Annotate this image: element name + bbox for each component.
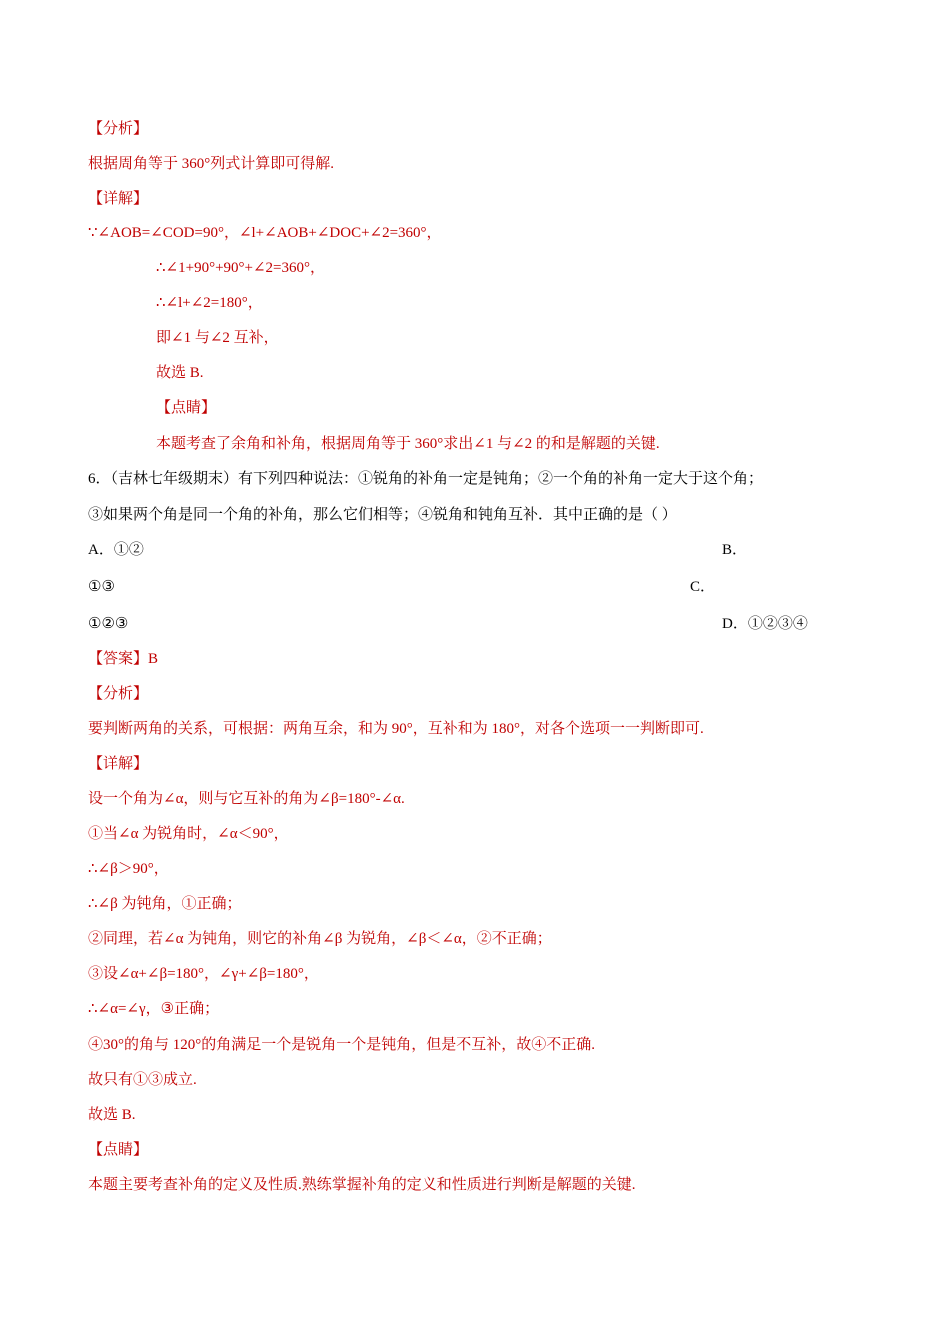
prev-comment-text: 本题考查了余角和补角，根据周角等于 360°求出∠1 与∠2 的和是解题的关键. xyxy=(156,436,660,452)
q6-analysis-text: 要判断两角的关系，可根据：两角互余，和为 90°，互补和为 180°，对各个选项一一判断即可. xyxy=(88,721,704,737)
q6-option-b-value: ①③ xyxy=(88,579,115,595)
prev-detail-line: 故选 B. xyxy=(156,365,204,381)
q6-stem-line: ③如果两个角是同一个角的补角，那么它们相等；④锐角和钝角互补．其中正确的是（ ） xyxy=(88,507,677,523)
q6-detail-line: ③设∠α+∠β=180°，∠γ+∠β=180°， xyxy=(88,966,319,982)
q6-detail-line: ∴∠α=∠γ，③正确； xyxy=(88,1001,220,1017)
prev-detail-line: ∵∠AOB=∠COD=90°，∠l+∠AOB+∠DOC+∠2=360°， xyxy=(88,225,442,241)
q6-detail-line: ∴∠β＞90°， xyxy=(88,861,169,877)
q6-comment-heading: 【点睛】 xyxy=(88,1142,149,1158)
prev-detail-line: 即∠1 与∠2 互补， xyxy=(156,330,279,346)
q6-option-d: D．①②③④ xyxy=(722,616,808,632)
prev-detail-heading: 【详解】 xyxy=(88,191,149,207)
q6-answer: 【答案】B xyxy=(88,651,159,667)
q6-comment-text: 本题主要考查补角的定义及性质.熟练掌握补角的定义和性质进行判断是解题的关键. xyxy=(88,1177,636,1193)
q6-option-a: A．①② xyxy=(88,542,144,558)
prev-comment-heading: 【点睛】 xyxy=(156,400,217,416)
prev-detail-line: ∴∠1+90°+90°+∠2=360°， xyxy=(156,260,326,276)
q6-detail-line: ①当∠α 为锐角时，∠α＜90°， xyxy=(88,826,289,842)
q6-option-c-value: ①②③ xyxy=(88,616,129,632)
q6-detail-line: ∴∠β 为钝角，①正确； xyxy=(88,896,242,912)
q6-detail-heading: 【详解】 xyxy=(88,756,149,772)
q6-analysis-heading: 【分析】 xyxy=(88,686,149,702)
q6-detail-line: ②同理，若∠α 为钝角，则它的补角∠β 为锐角，∠β＜∠α，②不正确； xyxy=(88,931,552,947)
q6-option-c-label: C． xyxy=(690,579,716,595)
q6-detail-line: 故只有①③成立. xyxy=(88,1072,197,1088)
q6-option-b-label: B． xyxy=(722,542,748,558)
q6-stem-line: 6．（吉林七年级期末）有下列四种说法：①锐角的补角一定是钝角；②一个角的补角一定大于这个角； xyxy=(88,471,764,487)
q6-detail-line: 设一个角为∠α，则与它互补的角为∠β=180°-∠α. xyxy=(88,791,405,807)
prev-analysis-text: 根据周角等于 360°列式计算即可得解. xyxy=(88,156,335,172)
q6-detail-line: 故选 B. xyxy=(88,1107,136,1123)
q6-detail-line: ④30°的角与 120°的角满足一个是锐角一个是钝角，但是不互补，故④不正确. xyxy=(88,1037,596,1053)
prev-detail-line: ∴∠l+∠2=180°， xyxy=(156,295,263,311)
prev-analysis-heading: 【分析】 xyxy=(88,121,149,137)
